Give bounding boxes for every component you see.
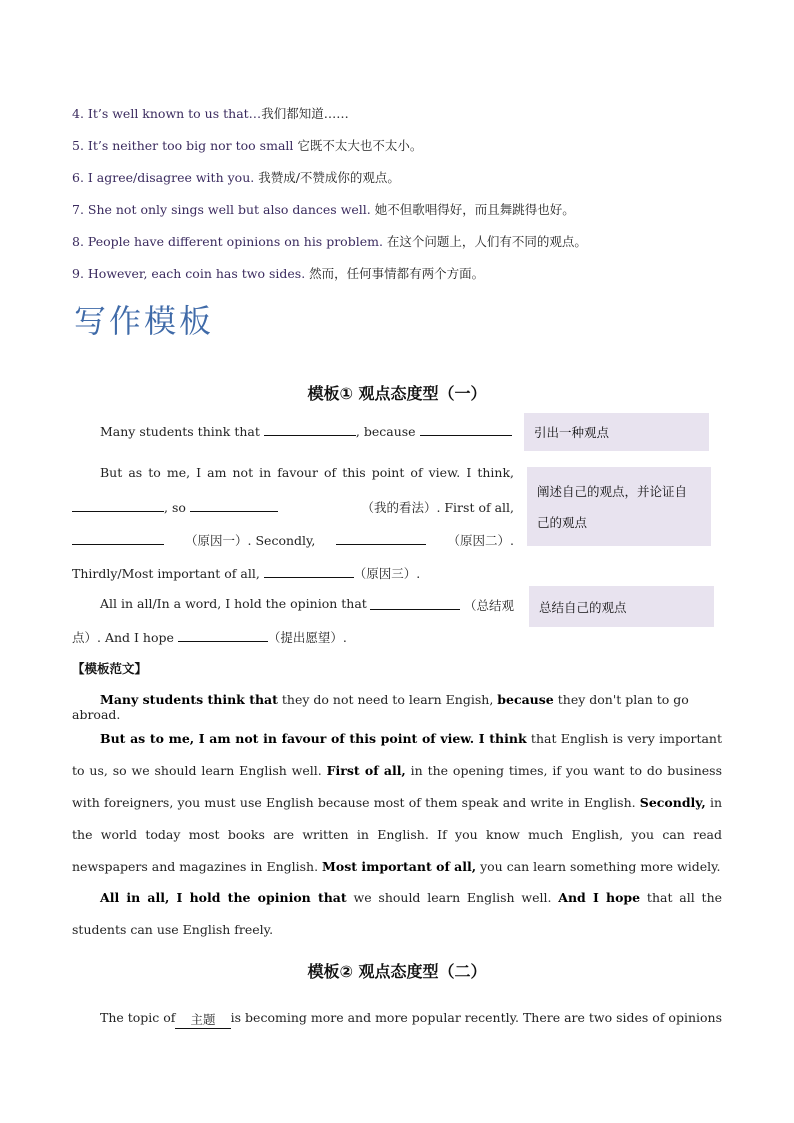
blank-line: [72, 531, 164, 545]
blank-line: [264, 564, 354, 578]
phrase-item: 7. She not only sings well but also dances well. 她不但歌唱得好，而且舞跳得也好。: [72, 202, 575, 217]
blank-line: [370, 596, 460, 610]
template-1-line-4: （原因一）. Secondly, （原因二）.: [72, 531, 514, 549]
phrase-item: 4. It’s well known to us that…我们都知道……: [72, 106, 349, 121]
phrase-item: 6. I agree/disagree with you. 我赞成/不赞成你的观点。: [72, 170, 400, 185]
blank-line: [178, 628, 268, 642]
phrase-item: 8. People have different opinions on his problem. 在这个问题上，人们有不同的观点。: [72, 234, 587, 249]
template-1-line-1: Many students think that , because: [100, 422, 512, 439]
blank-line: [264, 422, 356, 436]
blank-line: [336, 531, 426, 545]
section-title: 写作模板: [74, 302, 215, 340]
template-2-title: 模板② 观点态度型（二）: [307, 962, 487, 981]
template-1-line-7: 点）. And I hope （提出愿望）.: [72, 630, 347, 645]
sample-paragraph-2: But as to me, I am not in favour of this point of view. I think that English is very important to us, so we should learn English well. First of all, in the opening times, if you want to do business with foreigners, you must use English because most of them speak and write in English. Secondly, in the world today most books are written in English. If you know much English, you can read newspapers and magazines in English. Most important of all, you can learn something more widely.: [72, 731, 723, 874]
note-box: 总结自己的观点: [529, 586, 714, 627]
template-1-line-5: Thirdly/Most important of all, （原因三）.: [72, 566, 421, 581]
blank-line: [190, 498, 278, 512]
phrase-item: 9. However, each coin has two sides. 然而，任何事情都有两个方面。: [72, 266, 485, 281]
blank-line: [72, 498, 164, 512]
phrase-item: 5. It’s neither too big nor too small 它既不太大也不太小。: [72, 138, 423, 153]
blank-line: [420, 422, 512, 436]
note-box: 阐述自己的观点，并论证自 己的观点: [527, 467, 711, 546]
template-1-line-2: But as to me, I am not in favour of this point of view. I think,: [100, 465, 514, 480]
template-1-line-3: , so （我的看法）. First of all,: [72, 498, 514, 516]
template-2-line-1: The topic of 主题 is becoming more and more popular recently. There are two sides of opinions: [100, 1010, 722, 1027]
sample-paragraph-3: All in all, I hold the opinion that we should learn English well. And I hope that all the students can use English freely.: [72, 890, 723, 937]
sample-paragraph-1: Many students think that they do not need to learn Engish, because they don't plan to go abroad.: [72, 692, 689, 722]
sample-tag: 【模板范文】: [72, 661, 148, 676]
topic-blank: 主题: [175, 1010, 230, 1029]
template-1-title: 模板① 观点态度型（一）: [307, 384, 487, 403]
template-1-line-6: All in all/In a word, I hold the opinion that （总结观: [100, 596, 514, 613]
note-box: 引出一种观点: [524, 413, 709, 451]
